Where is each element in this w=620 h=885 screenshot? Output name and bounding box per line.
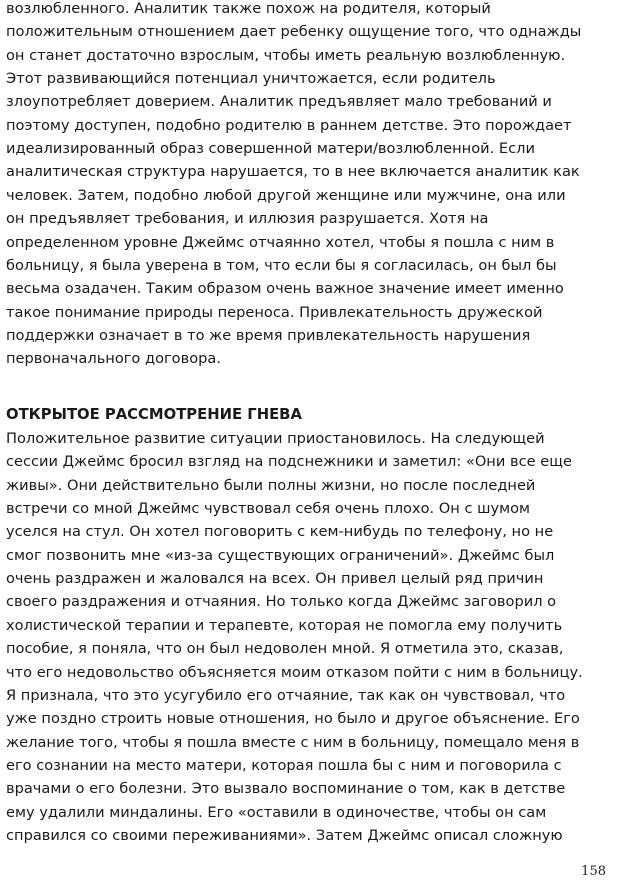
text-line: он предъявляет требования, и иллюзия разрушается. Хотя на [6, 210, 489, 228]
text-line: больницу, я была уверена в том, что если бы я согласилась, он был бы [6, 256, 557, 274]
text-line: холистической терапии и терапевте, которая не помогла ему получить [6, 616, 563, 634]
text-line: пособие, я поняла, что он был недоволен мной. Я отметила это, сказав, [6, 640, 564, 658]
text-line: Этот развивающийся потенциал уничтожается, если родитель [6, 70, 496, 88]
text-line: уселся на стул. Он хотел поговорить с кем-нибудь по телефону, но не [6, 523, 554, 541]
text-line: врачами о его болезни. Это вызвало воспоминание о том, как в детстве [6, 780, 566, 798]
text-line: возлюбленного. Аналитик также похож на родителя, который [6, 0, 491, 17]
text-line: весьма озадачен. Таким образом очень важное значение имеет именно [6, 280, 564, 298]
page-number: 158 [581, 864, 606, 879]
text-line: очень раздражен и жаловался на всех. Он привел целый ряд причин [6, 570, 544, 588]
text-line: своего раздражения и отчаяния. Но только когда Джеймс заговорил о [6, 593, 557, 611]
text-line: он станет достаточно взрослым, чтобы иметь реальную возлюбленную. [6, 46, 566, 64]
text-line: поэтому доступен, подобно родителю в раннем детстве. Это порождает [6, 116, 572, 134]
text-line: живы». Они действительно были полны жизни, но после последней [6, 476, 536, 494]
text-line: справился со своими переживаниями». Затем Джеймс описал сложную [6, 826, 563, 844]
text-line: человек. Затем, подобно любой другой женщине или мужчине, она или [6, 186, 566, 204]
text-line: его сознании на место матери, которая пошла бы с ним и поговорила с [6, 756, 562, 774]
text-line: смог позвонить мне «из-за существующих ограничений». Джеймс был [6, 546, 555, 564]
section-heading: ОТКРЫТОЕ РАССМОТРЕНИЕ ГНЕВА [6, 406, 302, 423]
text-line: такое понимание природы переноса. Привлекательность дружеской [6, 303, 543, 321]
text-line: Я признала, что это усугубило его отчаяние, так как он чувствовал, что [6, 686, 566, 704]
text-line: желание того, чтобы я пошла вместе с ним в больницу, помещало меня в [6, 733, 580, 751]
text-line: ему удалили миндалины. Его «оставили в одиночестве, чтобы он сам [6, 803, 547, 821]
text-line: аналитическая структура нарушается, то в нее включается аналитик как [6, 163, 580, 181]
text-line: сессии Джеймс бросил взгляд на подснежники и заметил: «Они все еще [6, 453, 572, 471]
text-line: что его недовольство объясняется моим отказом пойти с ним в больницу. [6, 663, 583, 681]
text-line: поддержки означает в то же время привлекательность нарушения [6, 326, 531, 344]
text-line: злоупотребляет доверием. Аналитик предъявляет мало требований и [6, 93, 552, 111]
text-line: встречи со мной Джеймс чувствовал себя очень плохо. Он с шумом [6, 500, 531, 518]
text-line: определенном уровне Джеймс отчаянно хотел, чтобы я пошла с ним в [6, 233, 555, 251]
text-line: уже поздно строить новые отношения, но было и другое объяснение. Его [6, 710, 580, 728]
text-line: идеализированный образ совершенной матери/возлюбленной. Если [6, 140, 535, 158]
text-line: Положительное развитие ситуации приостановилось. На следующей [6, 430, 545, 447]
text-line: положительным отношением дает ребенку ощущение того, что однажды [6, 23, 582, 41]
text-line: первоначального договора. [6, 350, 221, 368]
